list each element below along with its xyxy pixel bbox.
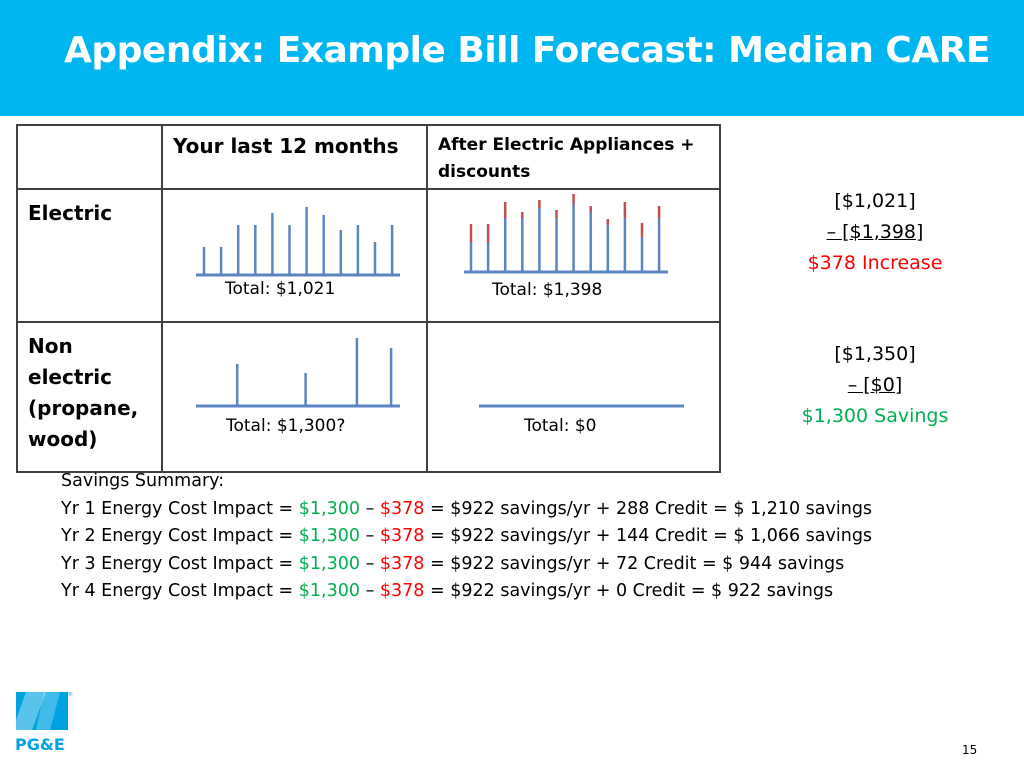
summary-dash: – <box>360 581 380 601</box>
summary-prefix: Yr 2 Energy Cost Impact = <box>61 526 299 546</box>
col-header-after: After Electric Appliances + discounts <box>427 125 720 189</box>
electric-after-cell <box>427 189 720 322</box>
summary-line <box>61 523 872 551</box>
row-label-electric: Electric <box>17 189 162 322</box>
nonelectric-comparison-line1: [$1,350] <box>834 343 916 365</box>
summary-line <box>61 496 872 524</box>
electric-last-total: Total: $1,021 <box>225 279 336 299</box>
nonelectric-after-total: Total: $0 <box>524 416 597 436</box>
summary-line <box>61 551 872 579</box>
nonelectric-after-chart <box>428 323 718 463</box>
summary-suffix: = $922 savings/yr + 72 Credit = $ 944 savings <box>424 553 845 574</box>
col-header-last-12: Your last 12 months <box>162 125 427 189</box>
summary-heading: Savings Summary: <box>61 471 225 491</box>
nonelectric-last-cell <box>162 322 427 472</box>
summary-savings: $1,300 <box>298 553 360 574</box>
summary-increase: $378 <box>379 581 425 601</box>
electric-comparison-result: $378 Increase <box>807 252 943 274</box>
summary-dash: – <box>360 526 380 546</box>
summary-savings: $1,300 <box>298 581 360 601</box>
electric-last-cell <box>162 189 427 322</box>
summary-savings: $1,300 <box>298 498 360 519</box>
page-number: 15 <box>962 743 978 757</box>
nonelectric-after-cell <box>427 322 720 472</box>
electric-comparison-line2: – [$1,398] <box>826 221 924 243</box>
nonelectric-last-total: Total: $1,300? <box>226 416 346 436</box>
summary-prefix: Yr 1 Energy Cost Impact = <box>61 498 299 519</box>
summary-dash: – <box>360 498 380 519</box>
table-corner-cell <box>17 125 162 189</box>
electric-comparison-line1: [$1,021] <box>834 190 916 212</box>
summary-savings: $1,300 <box>298 526 360 546</box>
savings-summary <box>61 468 872 606</box>
summary-suffix: = $922 savings/yr + 144 Credit = $ 1,066 savings <box>424 526 873 546</box>
nonelectric-comparison-result: $1,300 Savings <box>801 405 949 427</box>
summary-prefix: Yr 3 Energy Cost Impact = <box>61 553 299 574</box>
electric-comparison <box>775 186 975 279</box>
nonelectric-comparison-line2: – [$0] <box>847 374 903 396</box>
nonelectric-last-chart <box>163 323 416 463</box>
summary-dash: – <box>360 553 380 574</box>
summary-line <box>61 578 872 606</box>
title-bar <box>0 0 1024 116</box>
row-label-nonelectric: Non electric (propane, wood) <box>17 322 162 472</box>
summary-increase: $378 <box>379 553 425 574</box>
svg-text:®: ® <box>68 692 73 698</box>
slide-title: Appendix: Example Bill Forecast: Median CARE <box>64 30 991 71</box>
summary-prefix: Yr 4 Energy Cost Impact = <box>61 581 299 601</box>
pge-logo <box>12 690 74 760</box>
summary-suffix: = $922 savings/yr + 288 Credit = $ 1,210 savings <box>424 498 873 519</box>
summary-increase: $378 <box>379 526 425 546</box>
electric-after-total: Total: $1,398 <box>492 280 603 300</box>
summary-increase: $378 <box>379 498 425 519</box>
summary-suffix: = $922 savings/yr + 0 Credit = $ 922 savings <box>424 581 834 601</box>
forecast-table <box>16 124 721 473</box>
nonelectric-comparison <box>775 339 975 432</box>
logo-text: PG&E <box>15 735 65 754</box>
